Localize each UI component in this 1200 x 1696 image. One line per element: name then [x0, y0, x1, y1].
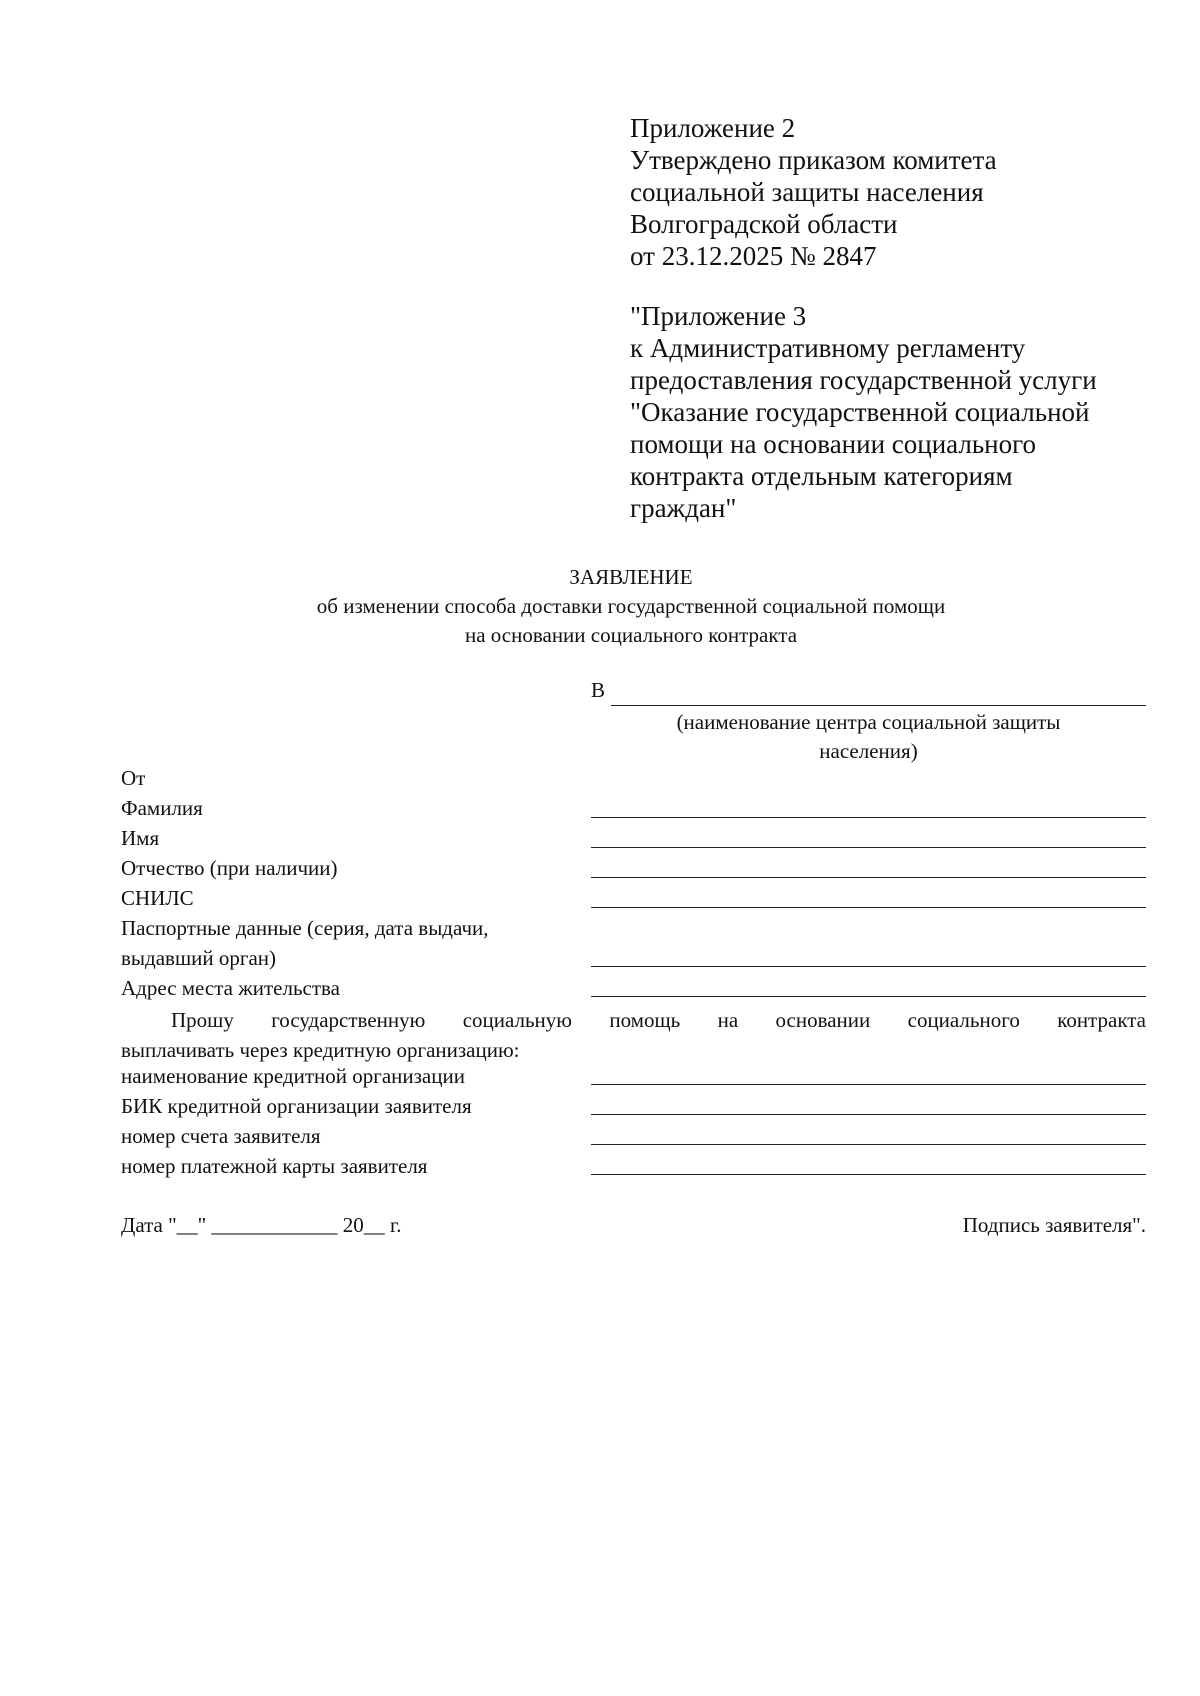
- appendix2-line: Волгоградской области: [630, 209, 898, 239]
- card-blank-line[interactable]: [591, 1174, 1146, 1175]
- address-blank-line[interactable]: [591, 996, 1146, 997]
- request-line-justified: [121, 1005, 1146, 1035]
- card-label: номер платежной карты заявителя: [121, 1154, 428, 1178]
- appendix3-line: контракта отдельным категориям: [630, 461, 1013, 491]
- title-heading: ЗАЯВЛЕНИЕ: [569, 565, 693, 589]
- date-field[interactable]: Дата "__" ____________ 20__ г.: [121, 1213, 402, 1237]
- bik-blank-line[interactable]: [591, 1114, 1146, 1115]
- appendix2-line: Приложение 2: [630, 113, 796, 143]
- request-word: основании: [775, 1008, 871, 1032]
- appendix2-line: Утверждено приказом комитета: [630, 145, 997, 175]
- request-word: Прошу: [171, 1008, 234, 1032]
- from-label: От: [121, 766, 146, 790]
- recipient-caption: [591, 708, 1146, 766]
- passport-blank-line[interactable]: [591, 966, 1146, 967]
- request-paragraph: [121, 1005, 1146, 1065]
- title-line: на основании социального контракта: [464, 623, 798, 647]
- request-word: государственную: [271, 1008, 426, 1032]
- account-blank-line[interactable]: [591, 1144, 1146, 1145]
- appendix3-line: к Административному регламенту: [630, 333, 1026, 363]
- request-word: помощь: [609, 1008, 681, 1032]
- appendix3-line: предоставления государственной услуги: [630, 365, 1097, 395]
- snils-blank-line[interactable]: [591, 907, 1146, 908]
- name-label: Имя: [121, 826, 160, 850]
- recipient-caption-line: (наименование центра социальной защиты: [676, 710, 1061, 734]
- bank-name-blank-line[interactable]: [591, 1084, 1146, 1085]
- request-word: контракта: [1057, 1008, 1146, 1032]
- recipient-prefix: В: [591, 678, 606, 702]
- document-title: [0, 563, 1200, 650]
- request-line: выплачивать через кредитную организацию:: [121, 1038, 520, 1062]
- title-line: об изменении способа доставки государственной социальной помощи: [316, 594, 946, 618]
- appendix3-line: граждан": [630, 493, 737, 523]
- name-blank-line[interactable]: [591, 847, 1146, 848]
- appendix3-line: помощи на основании социального: [630, 429, 1037, 459]
- appendix3-line: "Приложение 3: [630, 301, 807, 331]
- request-word: социальную: [462, 1008, 572, 1032]
- appendix3-line: "Оказание государственной социальной: [630, 397, 1090, 427]
- signature-field[interactable]: Подпись заявителя".: [962, 1213, 1146, 1237]
- passport-label: Паспортные данные (серия, дата выдачи,: [121, 916, 489, 940]
- bank-name-label: наименование кредитной организации: [121, 1064, 465, 1088]
- recipient-caption-line: населения): [819, 739, 918, 763]
- spacer: [630, 272, 1170, 300]
- recipient-blank-line[interactable]: [611, 705, 1146, 706]
- request-word: социального: [907, 1008, 1020, 1032]
- appendix-header: [630, 112, 1170, 524]
- snils-label: СНИЛС: [121, 886, 194, 910]
- passport-label-cont: выдавший орган): [121, 946, 277, 970]
- account-label: номер счета заявителя: [121, 1124, 321, 1148]
- surname-label: Фамилия: [121, 796, 203, 820]
- request-word: на: [717, 1008, 739, 1032]
- bik-label: БИК кредитной организации заявителя: [121, 1094, 472, 1118]
- address-label: Адрес места жительства: [121, 976, 340, 1000]
- appendix2-line: от 23.12.2025 № 2847: [630, 241, 877, 271]
- patronymic-blank-line[interactable]: [591, 877, 1146, 878]
- patronymic-label: Отчество (при наличии): [121, 856, 338, 880]
- surname-blank-line[interactable]: [591, 817, 1146, 818]
- appendix2-line: социальной защиты населения: [630, 177, 984, 207]
